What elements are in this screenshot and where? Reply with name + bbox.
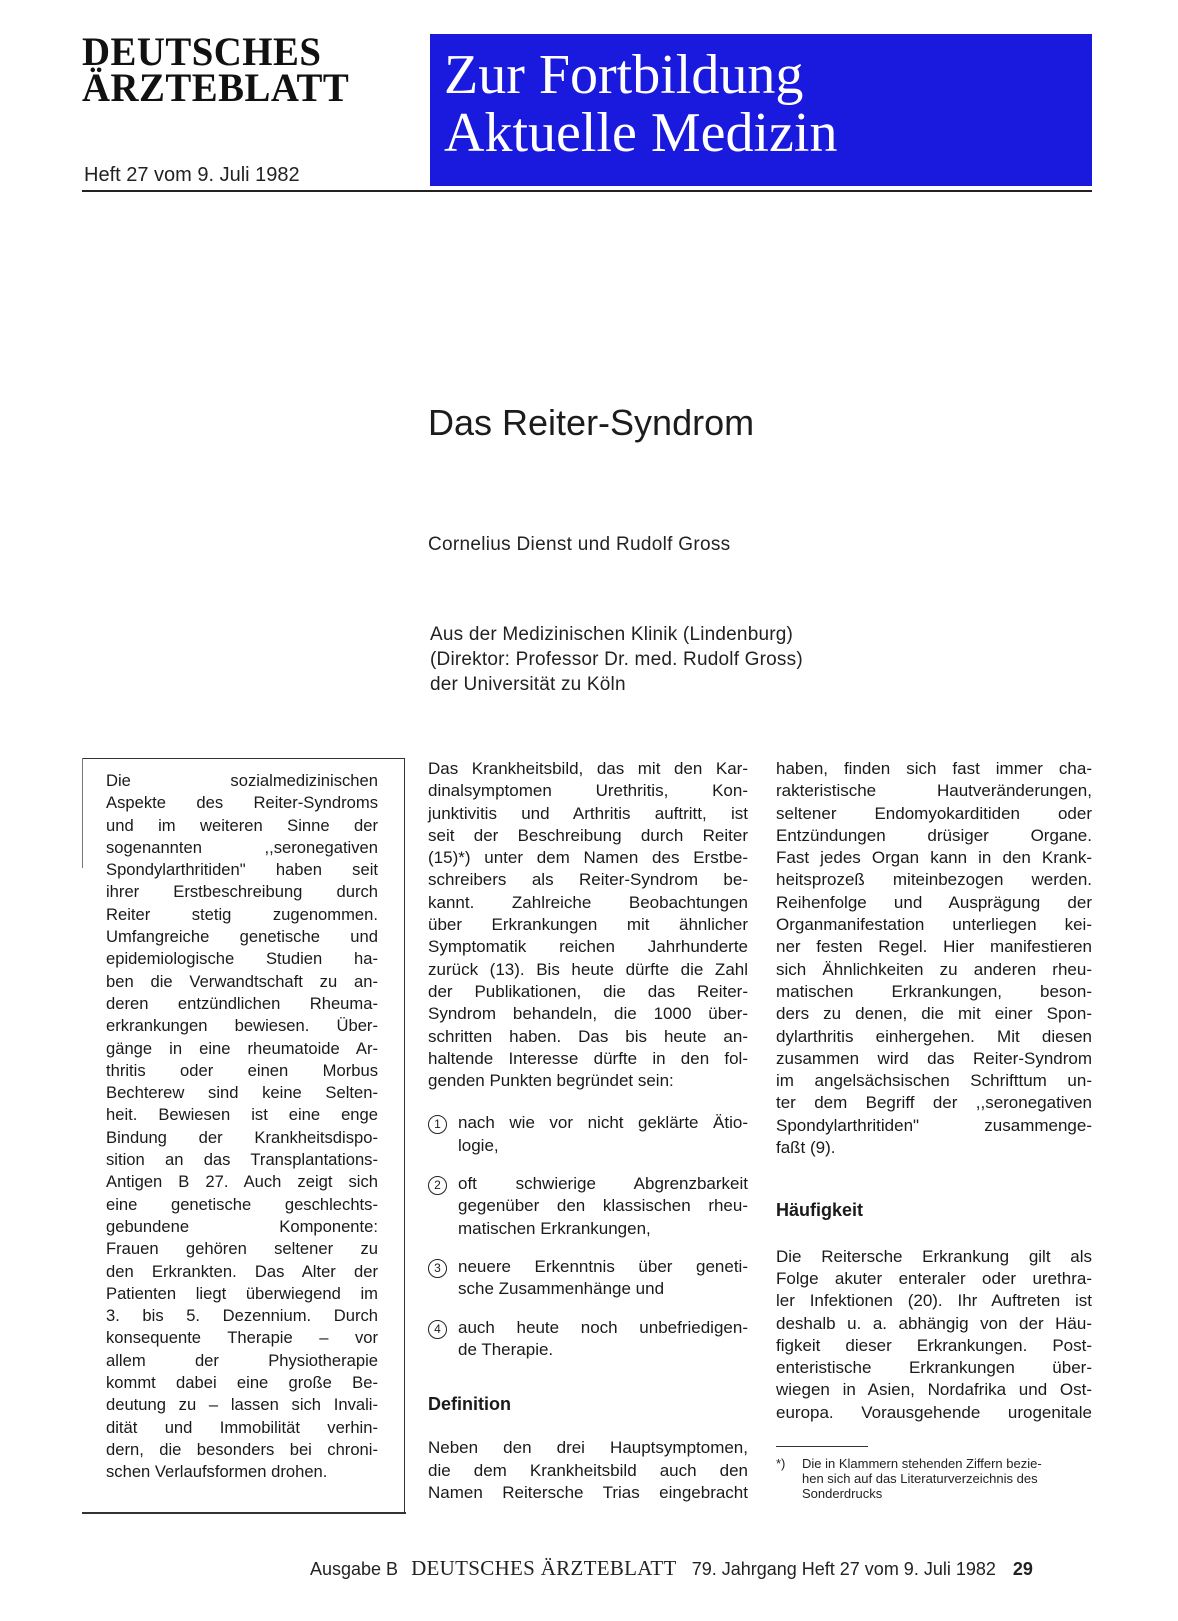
text-line: deutung zu – lassen sich Invali- [106, 1395, 378, 1415]
text-line: haben, finden sich fast immer cha- [776, 759, 1092, 778]
text-line: ter dem Begriff der ,,seronegativen [776, 1093, 1092, 1113]
heading-definition: Definition [428, 1394, 511, 1415]
issue-info: Heft 27 vom 9. Juli 1982 [84, 164, 300, 186]
banner-line1: Zur Fortbildung [444, 44, 804, 106]
list-item [428, 1317, 748, 1362]
text-line: Patienten liegt überwiegend im [106, 1283, 378, 1303]
text-line: heitsprozeß miteinbezogen werden. [776, 870, 1092, 890]
body-column-3 [776, 758, 1092, 1424]
text-line: Bindung der Krankheitsdispo- [106, 1127, 378, 1147]
text-line: seltener Endomyokarditiden oder [776, 803, 1092, 823]
text-line: eine genetische geschlechts- [106, 1194, 378, 1214]
text-line: erkrankungen bewiesen. Über- [106, 1016, 378, 1036]
list-item [428, 1112, 748, 1157]
text-line: über Erkrankungen mit ähnlicher [428, 915, 748, 935]
circled-number-icon: 1 [428, 1115, 447, 1134]
text-line: und im weiteren Sinne der [106, 815, 378, 835]
list-item-line: matischen Erkrankungen, [458, 1218, 651, 1238]
text-line: dylarthritis einhergehen. Mit diesen [776, 1026, 1092, 1046]
text-line: haltende Interesse dürfte in den fol- [428, 1048, 748, 1068]
footer-issue: 79. Jahrgang Heft 27 vom 9. Juli 1982 [691, 1559, 996, 1579]
list-item-line: neuere Erkenntnis über geneti- [458, 1256, 748, 1276]
list-item-line: oft schwierige Abgrenzbarkeit [458, 1174, 748, 1194]
text-line: gänge in eine rheumatoide Ar- [106, 1038, 378, 1058]
text-line: Antigen B 27. Auch zeigt sich [106, 1172, 378, 1192]
section-banner [430, 34, 1092, 186]
text-line: der Publikationen, die das Reiter- [428, 981, 748, 1001]
text-line: Die sozialmedizinischen [106, 771, 378, 790]
text-line: Frauen gehören seltener zu [106, 1239, 378, 1259]
text-line: Fast jedes Organ kann in den Krank- [776, 848, 1092, 868]
text-line: wiegen in Asien, Nordafrika und Ost- [776, 1380, 1092, 1400]
text-line: die dem Krankheitsbild auch den [428, 1460, 748, 1480]
footnote-line: Die in Klammern stehenden Ziffern bezie- [802, 1456, 1042, 1471]
footnote [776, 1456, 1092, 1501]
text-line: ler Infektionen (20). Ihr Auftreten ist [776, 1291, 1092, 1311]
text-line: faßt (9). [776, 1138, 836, 1158]
article-affiliation [430, 622, 803, 697]
text-line: deren entzündlichen Rheuma- [106, 993, 378, 1013]
footnote-line: hen sich auf das Literaturverzeichnis des [802, 1471, 1038, 1486]
masthead-logo [82, 29, 402, 110]
text-line: dern, die besonders bei chroni- [106, 1439, 378, 1459]
list-item [428, 1173, 748, 1240]
body-column-2 [428, 758, 748, 1504]
text-line: sich Ähnlichkeiten zu anderen rheu- [776, 959, 1092, 979]
text-line: den Erkrankten. Das Alter der [106, 1261, 378, 1281]
text-line: ders zu denen, die mit einer Spon- [776, 1004, 1092, 1024]
text-line: Folge akuter enteraler oder urethra- [776, 1268, 1092, 1288]
circled-number-icon: 4 [428, 1320, 447, 1339]
paragraph-haeufigkeit [776, 1246, 1092, 1424]
text-line: deshalb u. a. abhängig von der Häu- [776, 1313, 1092, 1333]
text-line: zusammen wird das Reiter-Syndrom [776, 1048, 1092, 1068]
masthead-line2: ÄRZTEBLATT [82, 65, 350, 110]
text-line: schen Verlaufsformen drohen. [106, 1462, 328, 1482]
footnote-rule [776, 1446, 868, 1447]
footer-journal: DEUTSCHES ÄRZTEBLATT [411, 1556, 677, 1580]
affiliation-line: (Direktor: Professor Dr. med. Rudolf Gross) [430, 649, 803, 670]
text-line: ihrer Erstbeschreibung durch [106, 882, 378, 902]
intro-paragraph [428, 758, 748, 1092]
text-line: dität und Immobilität verhin- [106, 1417, 378, 1437]
affiliation-line: der Universität zu Köln [430, 674, 626, 695]
text-line: Spondylarthritiden" haben seit [106, 860, 378, 880]
text-line: Syndrom behandeln, die 1000 über- [428, 1004, 748, 1024]
list-item-line: sche Zusammenhänge und [458, 1279, 665, 1299]
text-line: seit der Beschreibung durch Reiter [428, 825, 748, 845]
text-line: Reiter stetig zugenommen. [106, 904, 378, 924]
text-line: Namen Reitersche Trias eingebracht [428, 1483, 748, 1503]
paragraph-organs [776, 758, 1092, 1159]
text-line: Umfangreiche genetische und [106, 927, 378, 947]
list-item-line: gegenüber den klassischen rheu- [458, 1196, 748, 1216]
footnote-text [802, 1456, 1092, 1501]
text-line: Spondylarthritiden" zusammenge- [776, 1115, 1092, 1135]
abstract-text [106, 770, 378, 1484]
text-line: Bechterew sind keine Selten- [106, 1083, 378, 1103]
masthead-rule [82, 190, 1092, 192]
footer-edition: Ausgabe B [310, 1559, 399, 1579]
numbered-list [428, 1112, 748, 1361]
text-line: gebundene Komponente: [106, 1216, 378, 1236]
list-item-line: de Therapie. [458, 1339, 554, 1359]
text-line: Organmanifestation unterliegen kei- [776, 915, 1092, 935]
text-line: junktivitis und Arthritis auftritt, ist [428, 803, 748, 823]
text-line: 3. bis 5. Dezennium. Durch [106, 1306, 378, 1326]
list-item-line: auch heute noch unbefriedigen- [458, 1317, 748, 1337]
abstract-frame-bottom [82, 1512, 406, 1514]
list-item-line: logie, [458, 1135, 499, 1155]
text-line: Aspekte des Reiter-Syndroms [106, 793, 378, 813]
text-line: heit. Bewiesen ist eine enge [106, 1105, 378, 1125]
text-line: matischen Erkrankungen, beson- [776, 981, 1092, 1001]
circled-number-icon: 2 [428, 1176, 447, 1195]
footnote-mark: *) [776, 1456, 786, 1471]
text-line: ner festen Regel. Hier manifestieren [776, 937, 1092, 957]
text-line: Das Krankheitsbild, das mit den Kar- [428, 759, 748, 778]
text-line: Symptomatik reichen Jahrhunderte [428, 937, 748, 957]
list-item-line: nach wie vor nicht geklärte Ätio- [458, 1113, 748, 1133]
text-line: Entzündungen drüsiger Organe. [776, 825, 1092, 845]
text-line: sition an das Transplantations- [106, 1150, 378, 1170]
text-line: zurück (13). Bis heute dürfte die Zahl [428, 959, 748, 979]
text-line: Die Reitersche Erkrankung gilt als [776, 1246, 1092, 1266]
text-line: kannt. Zahlreiche Beobachtungen [428, 892, 748, 912]
text-line: genden Punkten begründet sein: [428, 1071, 674, 1091]
text-line: figkeit dieser Erkrankungen. Post- [776, 1335, 1092, 1355]
text-line: sogenannten ,,seronegativen [106, 837, 378, 857]
article-authors: Cornelius Dienst und Rudolf Gross [428, 534, 731, 555]
abstract-frame-left [82, 758, 83, 868]
page-footer [310, 1556, 1092, 1584]
text-line: Neben den drei Hauptsymptomen, [428, 1438, 748, 1458]
text-line: dinalsymptomen Urethritis, Kon- [428, 781, 748, 801]
text-line: europa. Vorausgehende urogenitale [776, 1402, 1092, 1422]
page-number: 29 [1012, 1559, 1033, 1579]
banner-line2: Aktuelle Medizin [444, 102, 838, 164]
text-line: Reihenfolge und Ausprägung der [776, 892, 1092, 912]
heading-haeufigkeit: Häufigkeit [776, 1200, 864, 1221]
text-line: enteristische Erkrankungen über- [776, 1358, 1092, 1378]
footnote-line: Sonderdrucks [802, 1486, 883, 1501]
text-line: epidemiologische Studien ha- [106, 949, 378, 969]
text-line: schritten haben. Das bis heute an- [428, 1026, 748, 1046]
article-title: Das Reiter-Syndrom [428, 402, 755, 443]
text-line: kommt dabei eine große Be- [106, 1373, 378, 1393]
text-line: (15)*) unter dem Namen des Erstbe- [428, 848, 748, 868]
list-item [428, 1256, 748, 1301]
text-line: schreibers als Reiter-Syndrom be- [428, 870, 748, 890]
text-line: rakteristische Hautveränderungen, [776, 781, 1092, 801]
text-line: ben die Verwandtschaft zu an- [106, 971, 378, 991]
circled-number-icon: 3 [428, 1259, 447, 1278]
text-line: im angelsächsischen Schrifttum un- [776, 1071, 1092, 1091]
text-line: allem der Physiotherapie [106, 1350, 378, 1370]
masthead-line1: DEUTSCHES [82, 29, 322, 74]
text-line: konsequente Therapie – vor [106, 1328, 378, 1348]
text-line: thritis oder einen Morbus [106, 1060, 378, 1080]
affiliation-line: Aus der Medizinischen Klinik (Lindenburg) [430, 624, 794, 645]
definition-paragraph [428, 1437, 748, 1504]
